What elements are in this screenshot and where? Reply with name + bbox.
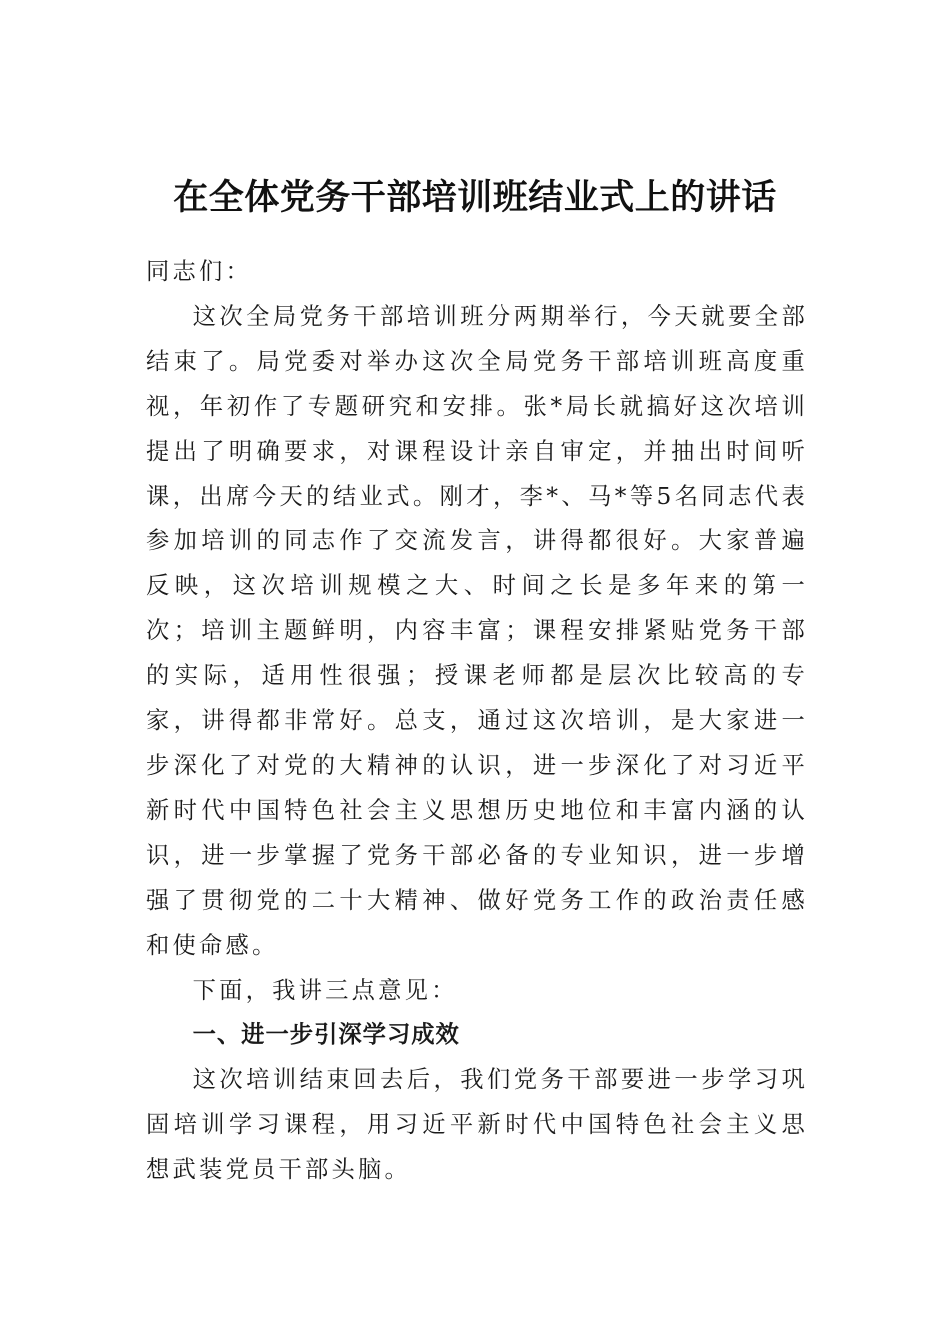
section-paragraph-1: 这次培训结束回去后，我们党务干部要进一步学习巩固培训学习课程，用习近平新时代中国特色社会主义思想武装党员干部头脑。 — [146, 1066, 808, 1184]
paragraph-transition: 下面，我讲三点意见： — [192, 976, 458, 1004]
paragraph-intro: 这次全局党务干部培训班分两期举行，今天就要全部结束了。局党委对举办这次全局党务干部培训班高度重视，年初作了专题研究和安排。张*局长就搞好这次培训提出了明确要求，对课程设计亲自审定，并抽出时间听课，出席今天的结业式。刚才，李*、马*等5名同志代表参加培训的同志作了交流发言，讲得都很好。大家普遍反映，这次培训规模之大、时间之长是多年来的第一次；培训主题鲜明，内容丰富；课程安排紧贴党务干部的实际，适用性很强；授课老师都是层次比较高的专家，讲得都非常好。总支，通过这次培训，是大家进一步深化了对党的大精神的认识，进一步深化了对习近平新时代中国特色社会主义思想历史地位和丰富内涵的认识，进一步掌握了党务干部必备的专业知识，进一步增强了贯彻党的二十大精神、做好党务工作的政治责任感和使命感。 — [146, 302, 808, 959]
document-body — [146, 250, 808, 1193]
section-heading-1: 一、进一步引深学习成效 — [192, 1021, 460, 1049]
document-title: 在全体党务干部培训班结业式上的讲话 — [173, 177, 777, 218]
salutation: 同志们： — [146, 258, 252, 285]
